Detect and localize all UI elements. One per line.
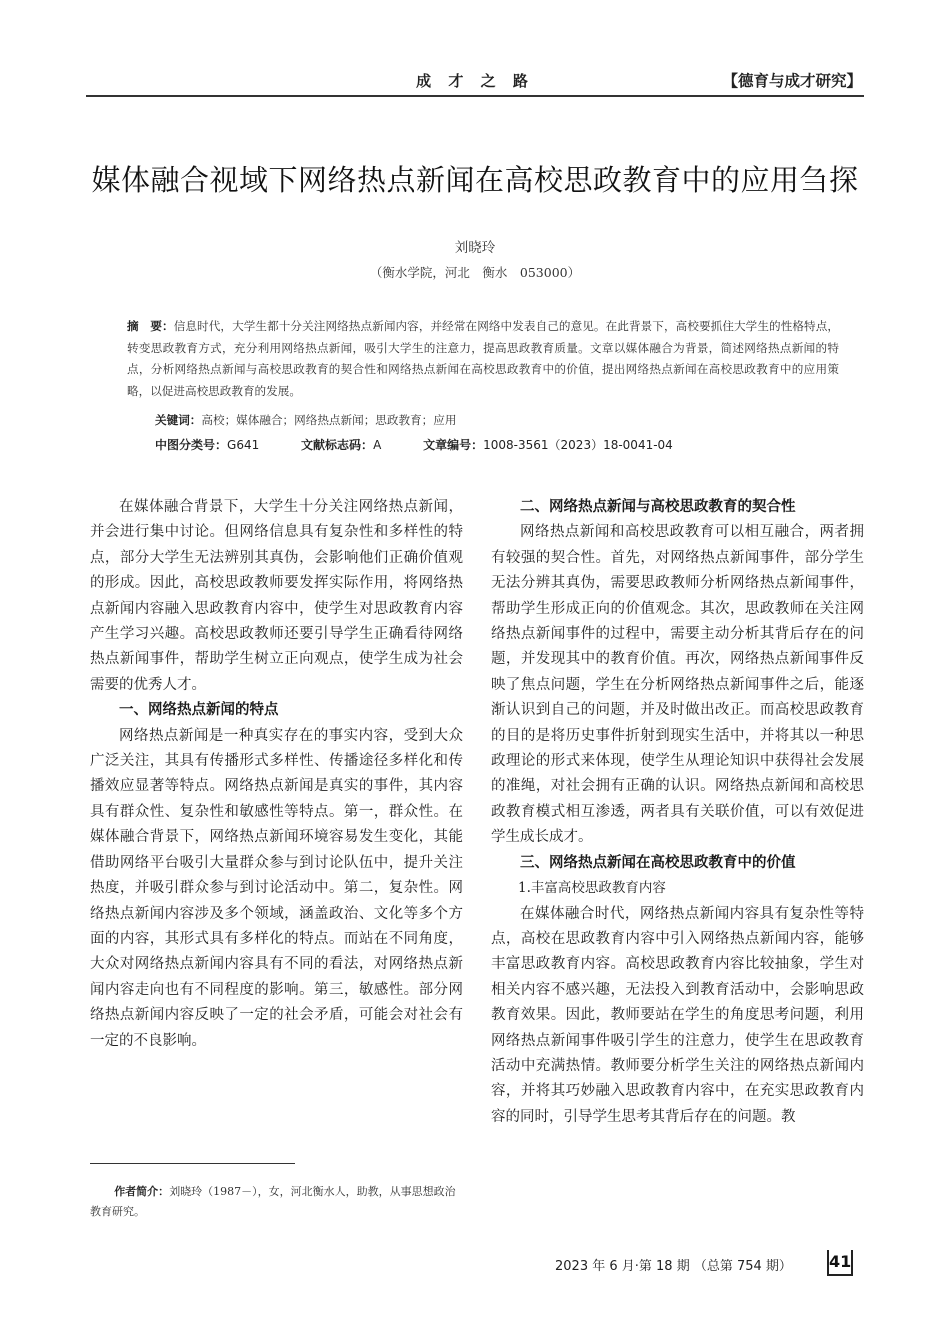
keywords-text: 高校；媒体融合；网络热点新闻；思政教育；应用 xyxy=(201,413,457,427)
subsection-heading-3-1: 1.丰富高校思政教育内容 xyxy=(518,880,666,897)
section-1-paragraph: 网络热点新闻是一种真实存在的事实内容，受到大众广泛关注，其具有传播形式多样性、传播途径多样化和传播效应显著等特点。网络热点新闻是真实的事件，其内容具有群众性、复杂性和敏感性等特点。第一，群众性。在媒体融合背景下，网络热点新闻环境容易发生变化，其能借助网络平台吸引大量群众参与到讨论队伍中，提升关注热度，并吸引群众参与到讨论活动中。第二，复杂性。网络热点新闻内容涉及多个领域，涵盖政治、文化等多个方面的内容，其形式具有多样化的特点。而站在不同角度，大众对网络热点新闻内容具有不同的看法，对网络热点新闻内容走向也有不同程度的影响。第三，敏感性。部分网络热点新闻内容反映了一定的社会矛盾，可能会对社会有一定的不良影响。 xyxy=(90,727,463,1049)
article-number-value: 1008-3561（2023）18-0041-04 xyxy=(483,438,673,452)
header-rule xyxy=(86,95,864,97)
section-heading-2: 二、网络热点新闻与高校思政教育的契合性 xyxy=(520,499,796,515)
page-number: 41 xyxy=(827,1250,853,1276)
doc-code-value: A xyxy=(373,438,382,452)
clc-value: G641 xyxy=(227,438,260,452)
footnote-rule xyxy=(90,1163,295,1164)
article-number-label: 文章编号： xyxy=(423,438,484,452)
classification-line xyxy=(155,436,673,453)
abstract xyxy=(127,316,839,402)
right-column xyxy=(491,495,864,1130)
footnote-label: 作者简介： xyxy=(114,1185,170,1198)
clc-label: 中图分类号： xyxy=(155,438,228,452)
author-name: 刘晓玲 xyxy=(454,240,496,256)
keywords-label: 关键词： xyxy=(155,413,202,427)
footnote-text: 刘晓玲（1987－），女，河北衡水人，助教，从事思想政治教育研究。 xyxy=(90,1185,456,1218)
subsection-3-1-paragraph: 在媒体融合时代，网络热点新闻内容具有复杂性等特点，高校在思政教育内容中引入网络热点新闻内容，能够丰富思政教育内容。高校思政教育内容比较抽象，学生对相关内容不感兴趣，无法投入到教育活动中，会影响思政教育效果。因此，教师要站在学生的角度思考问题，利用网络热点新闻事件吸引学生的注意力，使学生在思政教育活动中充满热情。教师要分析学生关注的网络热点新闻内容，并将其巧妙融入思政教育内容中，在充实思政教育内容的同时，引导学生思考其背后存在的问题。教 xyxy=(491,905,864,1125)
author-affiliation: （衡水学院，河北 衡水 053000） xyxy=(369,265,581,280)
journal-name: 成 才 之 路 xyxy=(416,72,534,90)
left-column xyxy=(90,495,463,1054)
doc-code-label: 文献标志码： xyxy=(301,438,374,452)
issue-info: 2023 年 6 月·第 18 期 （总第 754 期） xyxy=(555,1259,792,1274)
article-title: 媒体融合视域下网络热点新闻在高校思政教育中的应用刍探 xyxy=(91,163,859,197)
keywords xyxy=(155,412,456,428)
abstract-text: 信息时代，大学生都十分关注网络热点新闻内容，并经常在网络中发表自己的意见。在此背景下，高校要抓住大学生的性格特点，转变思政教育方式，充分利用网络热点新闻，吸引大学生的注意力，提高思政教育质量。文章以媒体融合为背景，简述网络热点新闻的特点，分析网络热点新闻与高校思政教育的契合性和网络热点新闻在高校思政教育中的价值，提出网络热点新闻在高校思政教育中的应用策略，以促进高校思政教育的发展。 xyxy=(127,319,839,398)
section-2-paragraph: 网络热点新闻和高校思政教育可以相互融合，两者拥有较强的契合性。首先，对网络热点新闻事件，部分学生无法分辨其真伪，需要思政教师分析网络热点新闻事件，帮助学生形成正向的价值观念。其次，思政教师在关注网络热点新闻事件的过程中，需要主动分析其背后存在的问题，并发现其中的教育价值。再次，网络热点新闻事件反映了焦点问题，学生在分析网络热点新闻事件之后，能逐渐认识到自己的问题，并及时做出改正。而高校思政教育的目的是将历史事件折射到现实生活中，并将其以一种思政理论的形式来体现，使学生从理论知识中获得社会发展的准绳，对社会拥有正确的认识。网络热点新闻和高校思政教育模式相互渗透，两者具有关联价值，可以有效促进学生成长成才。 xyxy=(491,524,864,846)
section-heading-3: 三、网络热点新闻在高校思政教育中的价值 xyxy=(520,854,796,871)
author-footnote xyxy=(90,1182,462,1222)
section-heading-1: 一、网络热点新闻的特点 xyxy=(119,702,279,719)
intro-paragraph: 在媒体融合背景下，大学生十分关注网络热点新闻，并会进行集中讨论。但网络信息具有复杂性和多样性的特点，部分大学生无法辨别其真伪，会影响他们正确价值观的形成。因此，高校思政教师要发挥实际作用，将网络热点新闻内容融入思政教育内容中，使学生对思政教育内容产生学习兴趣。高校思政教师还要引导学生正确看待网络热点新闻事件，帮助学生树立正向观点，使学生成为社会需要的优秀人才。 xyxy=(90,499,463,693)
column-name: 【德育与成才研究】 xyxy=(722,72,862,90)
abstract-label: 摘 要： xyxy=(127,319,174,333)
